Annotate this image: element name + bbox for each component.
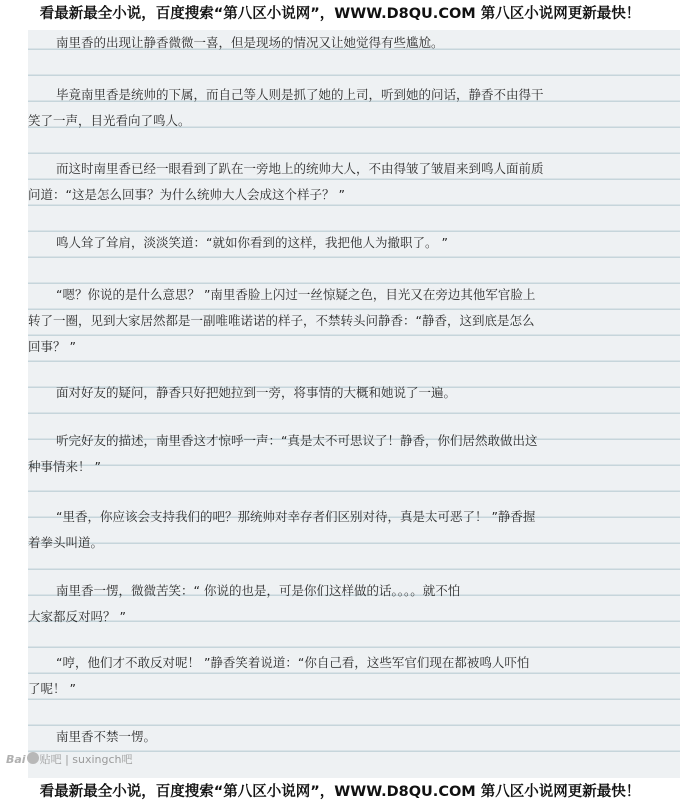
bottom-ad-banner: 看最新最全小说，百度搜索“第八区小说网”，WWW.D8QU.COM 第八区小说网更新最快！: [0, 778, 680, 806]
text-line: “里香，你应该会支持我们的吧？那统帅对幸存者们区别对待，真是太可恶了！ ”静香握: [56, 509, 536, 524]
text-line: 而这时南里香已经一眼看到了趴在一旁地上的统帅大人，不由得皱了皱眉来到鸣人面前质: [56, 161, 544, 176]
text-line: 南里香一愣，微微苦笑：“ 你说的也是，可是你们这样做的话。。。。就不怕: [56, 583, 461, 598]
text-line: “嗯？你说的是什么意思？ ”南里香脸上闪过一丝惊疑之色，目光又在旁边其他军官脸上: [56, 287, 536, 302]
paragraph: [28, 282, 588, 360]
paragraph: [28, 428, 588, 480]
paw-icon: [27, 752, 39, 764]
paragraph: [28, 230, 588, 256]
text-line: 南里香的出现让静香微微一喜，但是现场的情况又让她觉得有些尴尬。: [56, 35, 444, 50]
top-ad-banner: 看最新最全小说，百度搜索“第八区小说网”，WWW.D8QU.COM 第八区小说网更新最快！: [0, 0, 680, 28]
novel-text-page: [28, 30, 680, 778]
watermark-text: | suxingch吧: [65, 753, 133, 766]
text-line: “哼，他们才不敢反对呢！ ”静香笑着说道：“你自己看，这些军官们现在都被鸣人吓怕: [56, 655, 530, 670]
tieba-label: 贴吧: [39, 753, 62, 766]
baidu-logo: Bai: [6, 753, 26, 766]
paragraph: [28, 380, 588, 406]
text-line: 面对好友的疑问，静香只好把她拉到一旁，将事情的大概和她说了一遍。: [56, 385, 457, 400]
baidu-tieba-watermark: [6, 750, 133, 770]
text-line: 回事？ ”: [28, 339, 76, 354]
paragraph: [28, 724, 588, 750]
text-line: 转了一圈，见到大家居然都是一副唯唯诺诺的样子，不禁转头问静香：“静香，这到底是怎么: [28, 313, 535, 328]
text-line: 南里香不禁一愣。: [56, 729, 157, 744]
text-line: 着拳头叫道。: [28, 535, 104, 550]
paragraph: [28, 504, 588, 556]
text-line: 听完好友的描述，南里香这才惊呼一声：“真是太不可思议了！静香，你们居然敢做出这: [56, 433, 538, 448]
paragraph: [28, 82, 588, 134]
paragraph: [28, 30, 588, 56]
text-line: 大家都反对吗？ ”: [28, 609, 126, 624]
text-line: 种事情来！ ”: [28, 459, 101, 474]
text-line: 问道：“这是怎么回事？为什么统帅大人会成这个样子？ ”: [28, 187, 345, 202]
text-line: 毕竟南里香是统帅的下属，而自己等人则是抓了她的上司，听到她的问话，静香不由得干: [56, 87, 544, 102]
paragraph: [28, 650, 588, 702]
paragraph: [28, 578, 588, 630]
text-line: 了呢！ ”: [28, 681, 76, 696]
text-line: 笑了一声，目光看向了鸣人。: [28, 113, 191, 128]
text-line: 鸣人耸了耸肩，淡淡笑道：“就如你看到的这样，我把他人为撤职了。 ”: [56, 235, 448, 250]
paragraph: [28, 156, 588, 208]
